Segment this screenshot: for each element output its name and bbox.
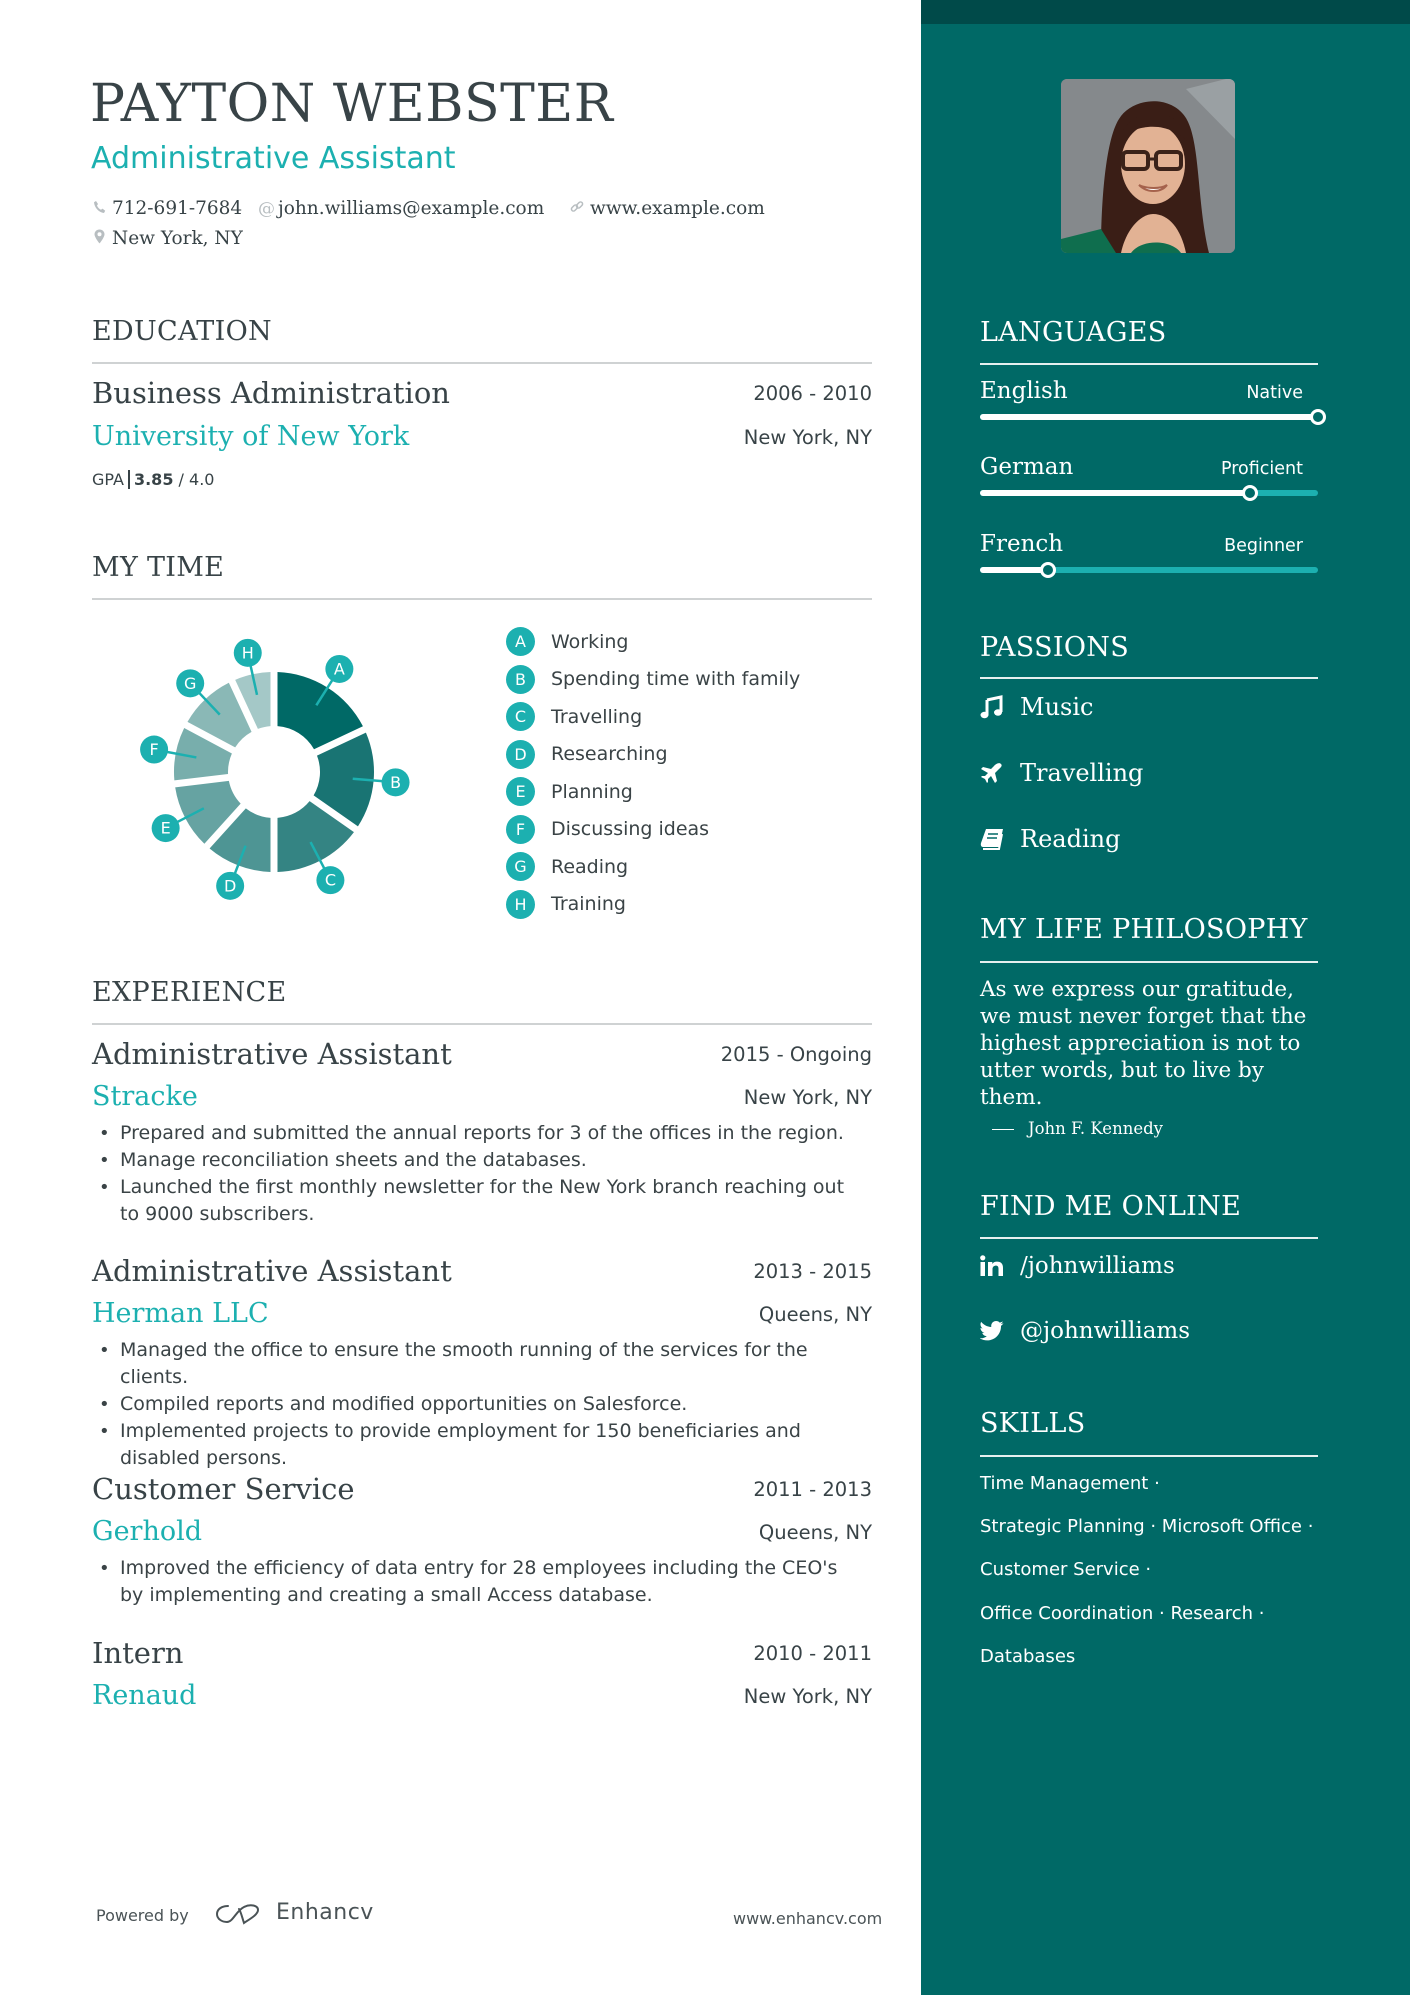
gpa-value: 3.85 (133, 470, 174, 489)
job-title: Administrative Assistant (92, 1037, 452, 1071)
language-proficiency-bar (980, 567, 1318, 573)
callout-letter: C (324, 870, 336, 890)
legend-badge: H (506, 890, 535, 919)
education-location: New York, NY (743, 426, 872, 449)
phone-number: 712-691-7684 (112, 198, 243, 219)
bullet-item: • Prepared and submitted the annual reports for 3 of the offices in the region. (92, 1120, 852, 1147)
passions-heading: PASSIONS (980, 632, 1130, 663)
company-name: Stracke (92, 1081, 198, 1112)
legend-item (506, 627, 629, 656)
quote-author-name: John F. Kennedy (1028, 1119, 1163, 1138)
job-dates: 2015 - Ongoing (720, 1043, 872, 1066)
contact-website[interactable] (570, 198, 765, 219)
language-proficiency-bar (980, 414, 1318, 420)
legend-item (506, 815, 709, 844)
skill-line: Customer Service · (980, 1559, 1152, 1580)
language-name: French (980, 531, 1064, 557)
legend-label: Travelling (551, 705, 643, 728)
legend-item (506, 777, 633, 806)
online-item-linkedin[interactable] (980, 1253, 1175, 1279)
online-item-twitter[interactable] (980, 1318, 1190, 1344)
bullet-item: • Launched the first monthly newsletter for the New York branch reaching out to 9000 subscribers. (92, 1174, 852, 1228)
company-name: Gerhold (92, 1516, 203, 1547)
callout-letter: H (241, 643, 254, 663)
linkedin-icon (980, 1255, 1008, 1277)
job-title: Administrative Assistant (92, 1254, 452, 1288)
proficiency-fill (980, 414, 1318, 420)
book-icon (980, 827, 1008, 851)
online-heading: FIND ME ONLINE (980, 1191, 1242, 1222)
job-title: Intern (92, 1636, 184, 1670)
legend-item (506, 890, 626, 919)
callout-letter: D (223, 876, 237, 896)
my-time-divider (92, 598, 872, 600)
legend-badge: A (506, 627, 535, 656)
job-title: Customer Service (92, 1472, 355, 1506)
legend-label: Planning (551, 780, 633, 803)
footer-powered-by: Powered by (96, 1906, 189, 1925)
legend-label: Working (551, 630, 629, 653)
language-level: Native (1246, 383, 1303, 403)
company-name: Herman LLC (92, 1298, 269, 1329)
legend-item (506, 665, 800, 694)
job-bullets (92, 1337, 852, 1472)
languages-heading: LANGUAGES (980, 317, 1167, 348)
language-name: German (980, 454, 1074, 480)
proficiency-knob (1040, 562, 1056, 578)
bullet-item: • Manage reconciliation sheets and the databases. (92, 1147, 852, 1174)
proficiency-fill (980, 567, 1048, 573)
music-note-icon (980, 695, 1008, 719)
school-name: University of New York (92, 421, 410, 452)
donut-segment (277, 672, 362, 749)
experience-divider (92, 1023, 872, 1025)
quote-dash (992, 1129, 1014, 1131)
company-name: Renaud (92, 1680, 197, 1711)
gpa-max: / 4.0 (178, 470, 215, 489)
at-icon: @ (258, 198, 275, 219)
bullet-item: • Managed the office to ensure the smooth running of the services for the clients. (92, 1337, 852, 1391)
twitter-handle: @johnwilliams (1020, 1318, 1191, 1344)
passion-label: Reading (1020, 825, 1121, 853)
job-dates: 2011 - 2013 (753, 1478, 872, 1501)
bullet-item: • Implemented projects to provide employment for 150 beneficiaries and disabled persons. (92, 1418, 852, 1472)
job-location: Queens, NY (758, 1303, 872, 1326)
legend-label: Researching (551, 743, 668, 765)
candidate-title: Administrative Assistant (91, 141, 456, 176)
legend-badge: G (506, 852, 535, 881)
callout-letter: F (149, 740, 159, 760)
languages-divider (980, 363, 1318, 365)
philosophy-quote: As we express our gratitude, we must never forget that the highest appreciation is not to utter words, but to live by them. (980, 977, 1307, 1110)
gpa-separator (128, 470, 130, 489)
education-heading: EDUCATION (92, 316, 272, 347)
callout-letter: B (390, 772, 402, 792)
sidebar-top-band (921, 0, 1410, 24)
legend-badge: E (506, 777, 535, 806)
experience-heading: EXPERIENCE (92, 977, 287, 1008)
online-divider (980, 1237, 1318, 1239)
callout-letter: E (160, 818, 171, 838)
skills-divider (980, 1455, 1318, 1457)
legend-label: Training (551, 893, 626, 915)
twitter-icon (980, 1321, 1008, 1341)
skill-line: Office Coordination · Research · (980, 1603, 1265, 1624)
passion-item-travelling (980, 759, 1143, 787)
link-icon (570, 200, 584, 218)
job-location: Queens, NY (758, 1521, 872, 1544)
map-pin-icon (92, 229, 106, 248)
passion-label: Travelling (1020, 759, 1144, 787)
language-name: English (980, 378, 1068, 404)
bullet-item: • Compiled reports and modified opportunities on Salesforce. (92, 1391, 852, 1418)
legend-badge: F (506, 815, 535, 844)
phone-icon (92, 200, 106, 218)
passion-item-music (980, 693, 1093, 721)
email-address: john.williams@example.com (278, 198, 545, 219)
location-text: New York, NY (112, 228, 243, 249)
skill-line: Strategic Planning · Microsoft Office · (980, 1516, 1314, 1537)
legend-badge: B (506, 665, 535, 694)
language-level: Proficient (1221, 459, 1303, 479)
quote-author (992, 1119, 1163, 1138)
legend-label: Discussing ideas (551, 818, 710, 840)
legend-badge: D (506, 740, 535, 769)
legend-item (506, 852, 628, 881)
skills-heading: SKILLS (980, 1408, 1086, 1439)
education-dates: 2006 - 2010 (753, 382, 872, 405)
time-donut-chart (120, 620, 430, 920)
my-time-heading: MY TIME (92, 552, 225, 583)
contact-email[interactable] (258, 198, 544, 219)
philosophy-heading: MY LIFE PHILOSOPHY (980, 914, 1308, 945)
job-bullets (92, 1120, 852, 1228)
language-proficiency-bar (980, 490, 1318, 496)
skill-line: Databases (980, 1646, 1076, 1667)
legend-label: Spending time with family (551, 668, 801, 690)
callout-letter: G (184, 673, 197, 693)
linkedin-handle: /johnwilliams (1020, 1253, 1175, 1279)
language-level: Beginner (1224, 536, 1303, 556)
legend-badge: C (506, 702, 535, 731)
contact-location (92, 228, 243, 249)
passions-divider (980, 677, 1318, 679)
footer-url[interactable]: www.enhancv.com (733, 1909, 883, 1928)
skill-line: Time Management · (980, 1473, 1160, 1494)
footer-brand[interactable]: Enhancv (276, 1900, 374, 1925)
job-location: New York, NY (743, 1685, 872, 1708)
contact-phone[interactable] (92, 198, 242, 219)
bullet-item: • Improved the efficiency of data entry for 28 employees including the CEO's by implementing and creating a small Access database. (92, 1555, 852, 1609)
proficiency-knob (1310, 409, 1326, 425)
website-url: www.example.com (590, 198, 765, 219)
passion-label: Music (1020, 693, 1094, 721)
legend-item (506, 702, 642, 731)
gpa (92, 470, 214, 489)
passion-item-reading (980, 825, 1120, 853)
gpa-label: GPA (92, 470, 124, 489)
legend-label: Reading (551, 855, 629, 878)
profile-photo-icon (1061, 79, 1235, 253)
candidate-name: PAYTON WEBSTER (90, 74, 614, 134)
job-bullets (92, 1555, 852, 1609)
degree: Business Administration (92, 376, 450, 410)
job-dates: 2013 - 2015 (753, 1260, 872, 1283)
proficiency-fill (980, 490, 1250, 496)
education-divider (92, 362, 872, 364)
job-dates: 2010 - 2011 (753, 1642, 872, 1665)
philosophy-divider (980, 961, 1318, 963)
avatar-photo (1061, 79, 1235, 253)
enhancv-logo-icon (214, 1902, 264, 1926)
airplane-icon (980, 761, 1008, 785)
job-location: New York, NY (743, 1086, 872, 1109)
legend-item (506, 740, 668, 769)
callout-letter: A (333, 659, 345, 679)
